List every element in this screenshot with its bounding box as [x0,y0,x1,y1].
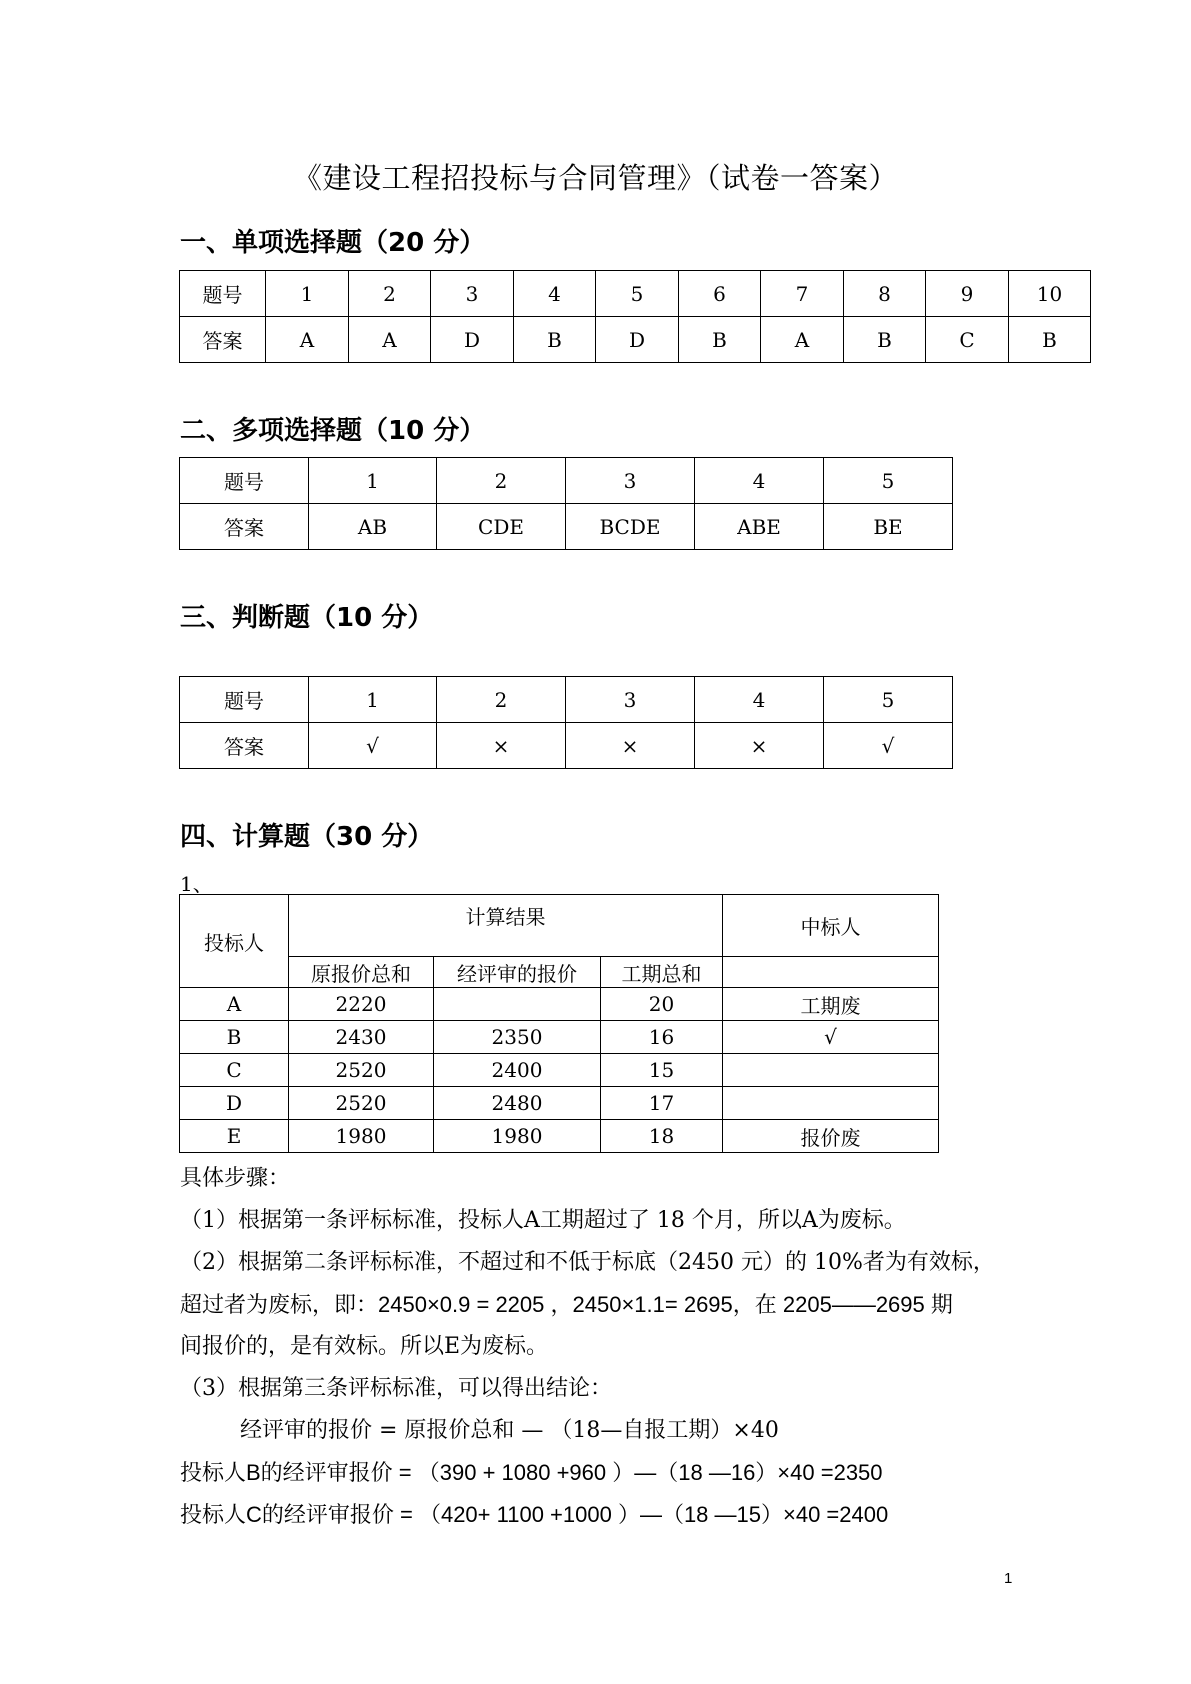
question-number: 8 [844,271,926,317]
question-number: 2 [349,271,431,317]
answer-cell: D [596,317,679,363]
winner-cell: 工期废 [723,988,939,1021]
answer-cell: × [566,723,695,769]
step-2-text-line-1: （2）根据第二条评标标准，不超过和不低于标底（2450 元）的 10%者为有效标， [180,1250,995,1275]
question-number: 2 [437,677,566,723]
calculation-result-header: 计算结果 [289,895,723,957]
row-label: 答案 [180,317,266,363]
question-number: 1 [266,271,349,317]
table-row [180,1021,939,1054]
empty-cell [723,957,939,988]
single-choice-answer-table [179,270,1091,363]
evaluated-price-cell: 2350 [434,1021,601,1054]
row-label: 题号 [180,458,309,504]
evaluated-price-cell: 1980 [434,1120,601,1153]
table-row [180,504,953,550]
table-row [180,317,1091,363]
original-price-cell: 2220 [289,988,434,1021]
question-number: 5 [824,458,953,504]
question-number: 6 [679,271,761,317]
multiple-choice-answer-table [179,457,953,550]
table-row [180,677,953,723]
section-3-heading: 三、判断题（10 分） [180,603,434,633]
calculation-item-label: 1、 [180,872,213,896]
evaluated-price-formula: 经评审的报价 = 原报价总和 — （18—自报工期）×40 [240,1418,779,1443]
bidder-cell: E [180,1120,289,1153]
page-title: 《建设工程招投标与合同管理》（试卷一答案） [292,161,898,195]
bidder-b-calculation: 投标人B的经评审报价 = （390 + 1080 +960 ）—（18 —16）×40 =2350 [180,1460,883,1485]
question-number: 2 [437,458,566,504]
answer-cell: B [679,317,761,363]
question-number: 3 [566,458,695,504]
step-2-text-line-3: 间报价的，是有效标。所以E为废标。 [180,1334,549,1359]
duration-cell: 16 [601,1021,723,1054]
table-row [180,957,939,988]
steps-title: 具体步骤： [180,1166,291,1191]
answer-cell: AB [309,504,437,550]
answer-cell: A [266,317,349,363]
question-number: 4 [514,271,596,317]
table-row [180,723,953,769]
bidder-cell: B [180,1021,289,1054]
bidder-cell: D [180,1087,289,1120]
table-row [180,988,939,1021]
table-row [180,1054,939,1087]
winner-cell: 报价废 [723,1120,939,1153]
winner-header: 中标人 [723,895,939,957]
answer-cell: C [926,317,1009,363]
table-row [180,458,953,504]
question-number: 1 [309,458,437,504]
original-price-cell: 2430 [289,1021,434,1054]
section-1-heading: 一、单项选择题（20 分） [180,228,486,258]
evaluated-price-cell: 2480 [434,1087,601,1120]
row-label: 题号 [180,677,309,723]
evaluated-price-cell: 2400 [434,1054,601,1087]
winner-cell: √ [723,1021,939,1054]
step-1-text: （1）根据第一条评标标准，投标人A工期超过了 18 个月，所以A为废标。 [180,1208,906,1233]
original-price-cell: 2520 [289,1087,434,1120]
row-label: 答案 [180,504,309,550]
answer-cell: D [431,317,514,363]
question-number: 3 [566,677,695,723]
question-number: 7 [761,271,844,317]
question-number: 5 [824,677,953,723]
answer-cell: × [695,723,824,769]
duration-header: 工期总和 [601,957,723,988]
answer-cell: B [1009,317,1091,363]
bidder-cell: C [180,1054,289,1087]
question-number: 4 [695,677,824,723]
original-price-cell: 1980 [289,1120,434,1153]
original-price-cell: 2520 [289,1054,434,1087]
bid-evaluation-table [179,894,939,1153]
answer-cell: A [349,317,431,363]
section-4-heading: 四、计算题（30 分） [180,822,434,852]
question-number: 5 [596,271,679,317]
duration-cell: 18 [601,1120,723,1153]
answer-cell: √ [309,723,437,769]
step-3-text: （3）根据第三条评标标准，可以得出结论： [180,1376,612,1401]
page-number: 1 [1004,1570,1013,1587]
winner-cell [723,1087,939,1120]
original-price-header: 原报价总和 [289,957,434,988]
true-false-answer-table [179,676,953,769]
answer-cell: BE [824,504,953,550]
table-row [180,895,939,957]
bidder-header: 投标人 [180,895,289,988]
question-number: 4 [695,458,824,504]
section-2-heading: 二、多项选择题（10 分） [180,416,486,446]
answer-cell: ABE [695,504,824,550]
answer-cell: CDE [437,504,566,550]
answer-cell: A [761,317,844,363]
answer-cell: B [514,317,596,363]
answer-cell: BCDE [566,504,695,550]
duration-cell: 20 [601,988,723,1021]
answer-cell: √ [824,723,953,769]
answer-cell: B [844,317,926,363]
bidder-c-calculation: 投标人C的经评审报价 = （420+ 1100 +1000 ）—（18 —15）×40 =2400 [180,1502,889,1527]
table-row [180,271,1091,317]
duration-cell: 15 [601,1054,723,1087]
row-label: 题号 [180,271,266,317]
table-row [180,1087,939,1120]
question-number: 9 [926,271,1009,317]
bidder-cell: A [180,988,289,1021]
winner-cell [723,1054,939,1087]
duration-cell: 17 [601,1087,723,1120]
row-label: 答案 [180,723,309,769]
question-number: 10 [1009,271,1091,317]
evaluated-price-cell [434,988,601,1021]
evaluated-price-header: 经评审的报价 [434,957,601,988]
step-2-text-line-2: 超过者为废标，即：2450×0.9 = 2205 ，2450×1.1= 2695，在 2205——2695 期 [180,1292,953,1317]
question-number: 1 [309,677,437,723]
table-row [180,1120,939,1153]
question-number: 3 [431,271,514,317]
answer-cell: × [437,723,566,769]
